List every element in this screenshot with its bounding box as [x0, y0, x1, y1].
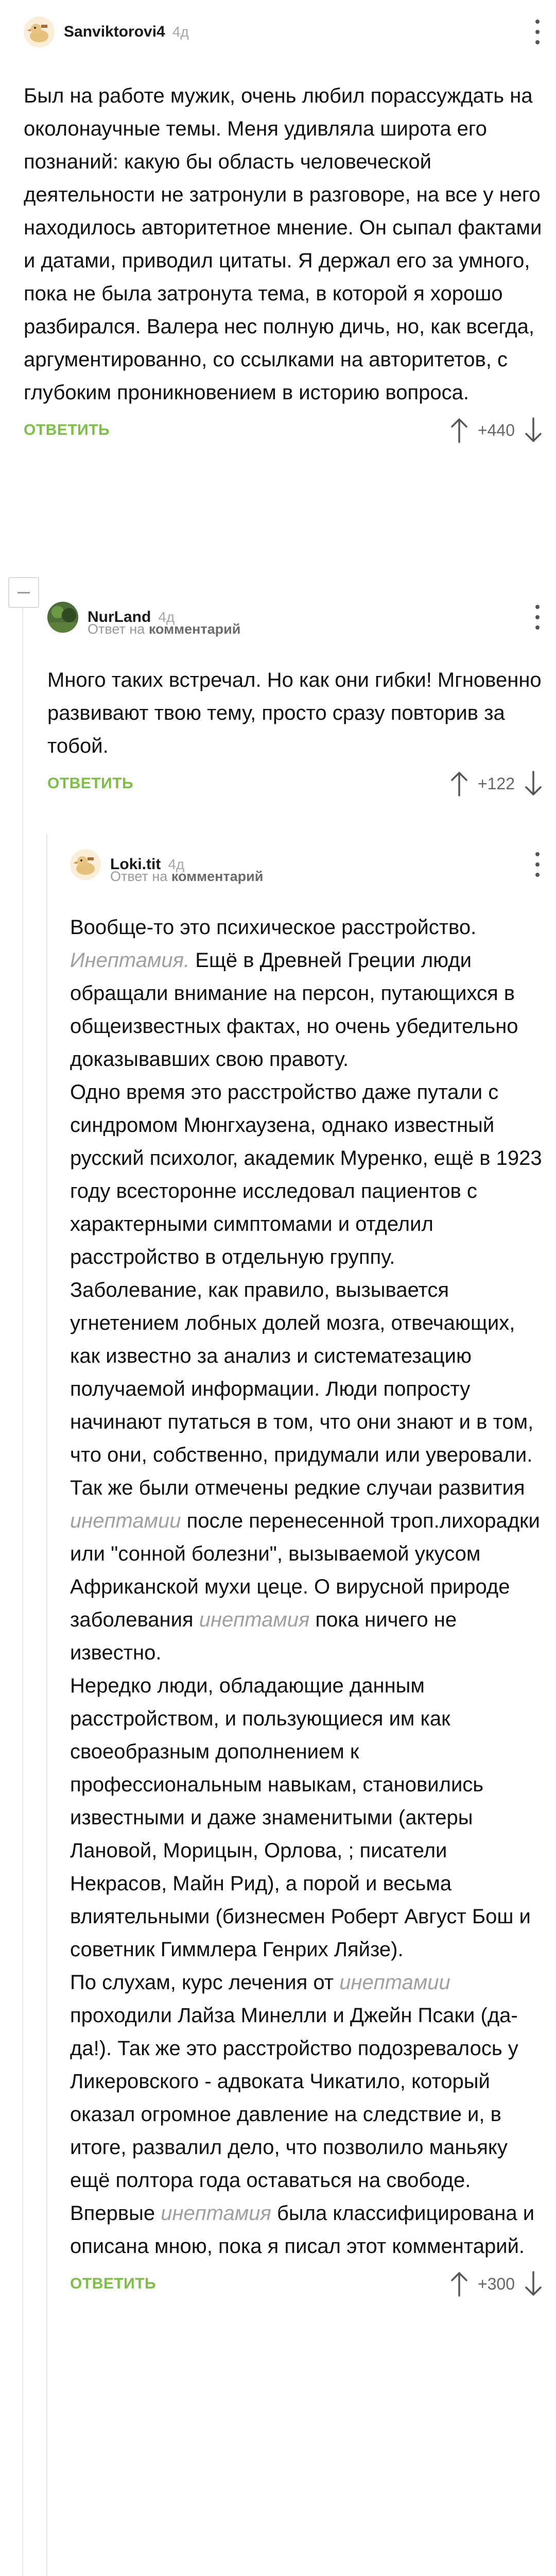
text-fragment: Заболевание, как правило, вызывается угнетением лобных долей мозга, отвечающих, как известно за анализ и систематезацию получаемой информации. Люди попросту начинают путаться в том, что они знают и в том, что они, собственно, придумали или уверовали. Так же были отмечены редкие случаи развития	[70, 1279, 534, 1499]
comment-text	[70, 911, 543, 2263]
duck-avatar-icon	[70, 849, 101, 880]
comment-paragraph: Был на работе мужик, очень любил порассуждать на околонаучные темы. Меня удивляла широта его познаний: какую бы область человеческой деятельности не затронули в разговоре, на все у него находилось авторитетное мнение. Он сыпал фактами и датами, приводил цитаты. Я держал его за умного, пока не была затронута тема, в которой я хорошо разбирался. Валера нес полную дичь, но, как всегда, аргументированно, со ссылками на авторитетов, с глубоким проникновением в историю вопроса.	[24, 84, 542, 404]
italic-term: Инептамия.	[70, 949, 190, 972]
comment-paragraph: Одно время это расстройство даже путали с синдромом Мюнгхаузена, однако известный русский психолог, академик Муренко, ещё в 1923 году всесторонне исследовал пациентов с характерными симптомами и отделил расстройство в отдельную группу.	[70, 1081, 542, 1268]
comment-2	[47, 598, 543, 802]
comment-time: 4д	[172, 24, 189, 40]
reply-meta	[110, 869, 263, 885]
text-fragment: Вообще-то это психическое расстройство.	[70, 916, 477, 939]
vote-score: +440	[477, 420, 515, 439]
text-fragment: после перенесенной троп.лихорадки или "сонной болезни", вызываемой укусом Африканской мухи цеце. О вирусной природе заболевания	[70, 1510, 540, 1631]
arrow-down-icon[interactable]	[524, 417, 543, 443]
arrow-down-icon[interactable]	[524, 2271, 543, 2297]
text-fragment: была классифицирована и описана мною, пока я писал этот комментарий.	[70, 2202, 535, 2258]
comment-time: 4д	[168, 856, 185, 872]
user-avatar[interactable]	[47, 602, 78, 633]
comment-text	[24, 79, 543, 409]
thread-line-level-2	[46, 835, 47, 2576]
text-fragment: Впервые	[70, 2202, 155, 2225]
italic-term: инептамия	[161, 2202, 271, 2225]
text-fragment: проходили Лайза Минелли и Джейн Псаки (да-да!). Так же это расстройство подозревалось у Ликеровского - адвоката Чикатило, который оказал огромное давление на следствие и, в итоге, развалил дело, что позволило маньяку ещё полтора года оставаться на свободе.	[70, 2004, 518, 2192]
nature-avatar-icon	[47, 602, 78, 633]
reply-meta-prefix: Ответ на	[88, 621, 145, 637]
comment-paragraph	[70, 1274, 543, 1669]
italic-term: инептамии	[339, 1971, 450, 1994]
comment-author[interactable]: NurLand	[88, 608, 151, 625]
comment-paragraph	[70, 1966, 543, 2197]
vote-score: +122	[477, 774, 515, 793]
text-fragment: пока ничего не известно.	[70, 1608, 457, 1664]
duck-avatar-icon	[24, 16, 55, 47]
more-vertical-icon[interactable]	[532, 20, 543, 44]
comment-time: 4д	[158, 609, 175, 625]
comment-author[interactable]: Loki.tit	[110, 856, 161, 873]
comment-paragraph	[70, 911, 543, 1076]
text-fragment: Ещё в Древней Греции люди обращали внимание на персон, путающихся в общеизвестных фактах, но очень убедительно доказывавших свою правоту.	[70, 949, 518, 1071]
arrow-down-icon[interactable]	[524, 771, 543, 796]
more-vertical-icon[interactable]	[532, 852, 543, 877]
comment-text	[47, 664, 543, 762]
comment-paragraph: Нередко люди, обладающие данным расстройством, и пользующиеся им как своеобразным дополнением к профессиональным навыкам, становились известными и даже знаменитыми (актеры Лановой, Морицын, Орлова, ; писатели Некрасов, Майн Рид), а порой и весьма влиятельными (бизнесмен Роберт Август Бош и советник Гиммлера Генрих Ляйзе).	[70, 1674, 531, 1961]
thread-line-level-1	[22, 606, 23, 2576]
reply-button[interactable]: ОТВЕТИТЬ	[24, 421, 110, 438]
comment-1	[24, 12, 543, 448]
reply-button[interactable]: ОТВЕТИТЬ	[47, 775, 134, 792]
reply-meta-prefix: Ответ на	[110, 869, 168, 884]
comment-author[interactable]: Sanviktorovi4	[64, 23, 165, 40]
arrow-up-icon[interactable]	[450, 417, 468, 443]
arrow-up-icon[interactable]	[450, 2271, 468, 2297]
arrow-up-icon[interactable]	[450, 771, 468, 796]
italic-term: инептамии	[70, 1510, 181, 1532]
italic-term: инептамия	[199, 1608, 310, 1631]
comment-paragraph	[70, 2197, 543, 2263]
reply-button[interactable]: ОТВЕТИТЬ	[70, 2275, 157, 2292]
collapse-thread-button[interactable]	[8, 577, 39, 608]
reply-meta-link[interactable]: комментарий	[148, 621, 241, 637]
comment-paragraph: Много таких встречал. Но как они гибки! Мгновенно развивают твою тему, просто сразу повторив за тобой.	[47, 669, 542, 757]
user-avatar[interactable]	[24, 16, 55, 47]
comment-3	[70, 845, 543, 2302]
vote-score: +300	[477, 2274, 515, 2293]
user-avatar[interactable]	[70, 849, 101, 880]
reply-meta	[88, 621, 240, 637]
text-fragment: По слухам, курс лечения от	[70, 1971, 334, 1994]
reply-meta-link[interactable]: комментарий	[171, 869, 264, 884]
collapse-minus-icon	[18, 592, 30, 594]
more-vertical-icon[interactable]	[532, 605, 543, 630]
